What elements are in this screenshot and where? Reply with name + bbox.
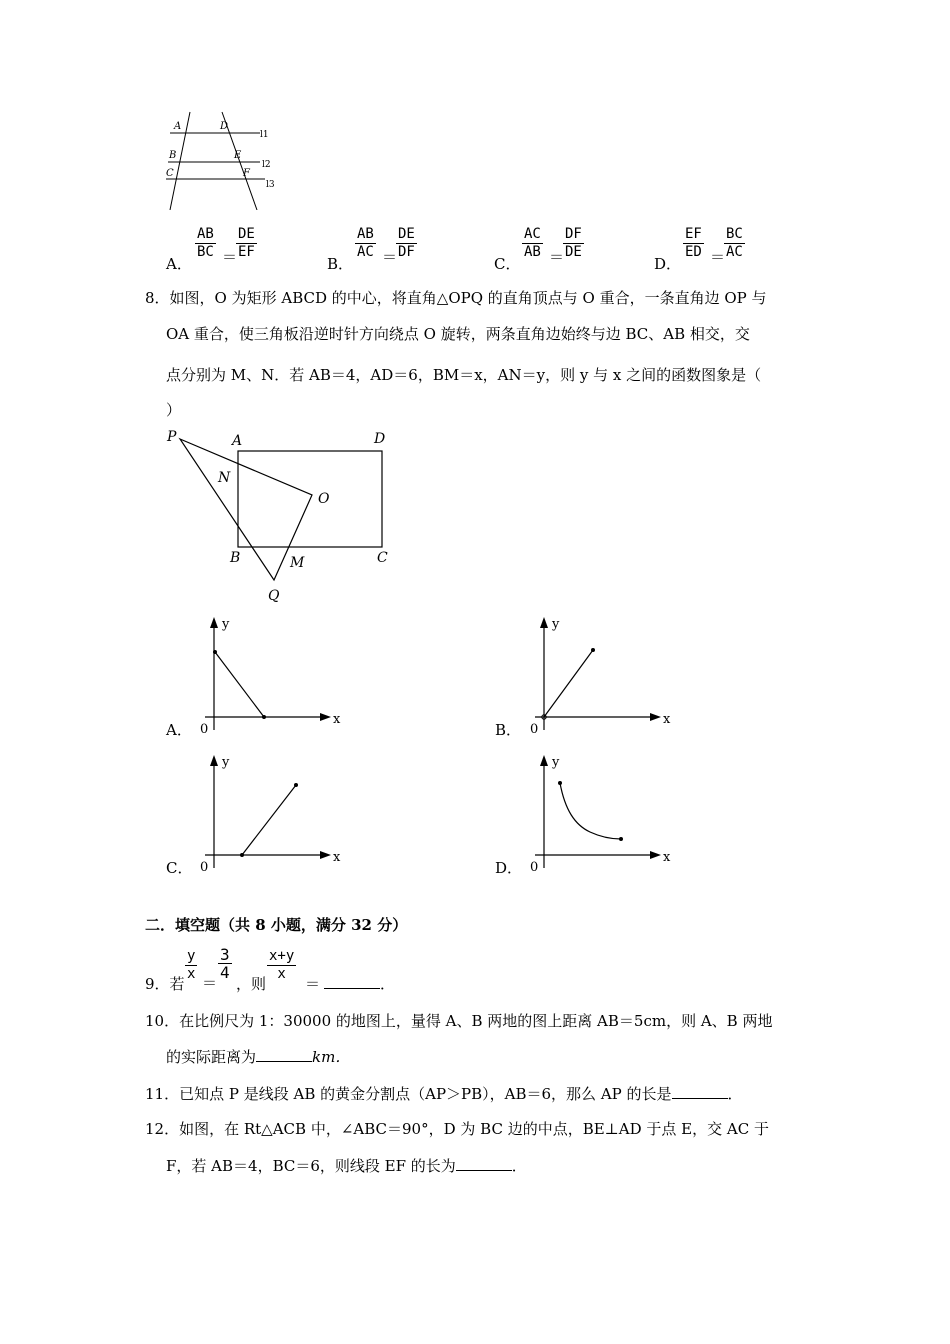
y-label: y	[222, 617, 230, 632]
q8-rectangle-triangle-figure	[160, 425, 400, 605]
x-axis-arrow	[320, 713, 331, 721]
q8-line4: ）	[166, 401, 182, 419]
graph-line	[215, 652, 264, 717]
q8-graph-a-letter: A．	[166, 721, 192, 739]
graph-line	[242, 785, 296, 855]
q8-graph-d	[525, 750, 685, 875]
label-C: C	[166, 168, 174, 179]
q8-line1: 8．如图，O 为矩形 ABCD 的中心，将直角△OPQ 的直角顶点与 O 重合，一条直角边 OP 与	[145, 289, 767, 307]
svg-text:0: 0	[530, 860, 539, 875]
q10-line1: 10．在比例尺为 1：30000 的地图上，量得 A、B 两地的图上距离 AB＝5cm，则 A、B 两地	[145, 1012, 773, 1030]
origin-label: 0	[200, 722, 209, 737]
svg-text:x: x	[663, 712, 671, 727]
svg-text:0: 0	[530, 722, 539, 737]
svg-text:y: y	[552, 755, 560, 770]
label-F: F	[243, 168, 250, 179]
svg-text:y: y	[552, 617, 560, 632]
svg-text:x: x	[333, 850, 341, 865]
label-A: A	[174, 121, 182, 132]
x-label: x	[333, 712, 341, 727]
graph-curve	[560, 783, 621, 839]
label-D: D	[220, 121, 229, 132]
q8-graph-b	[525, 612, 685, 737]
option-letter: D．	[654, 255, 682, 273]
label-l2: l2	[262, 160, 271, 170]
q8-graph-b-letter: B．	[495, 721, 522, 739]
label-B: B	[230, 550, 241, 566]
label-M: M	[290, 555, 305, 571]
y-axis-arrow	[210, 617, 218, 628]
option-letter: C．	[494, 255, 521, 273]
option-letter: A．	[166, 255, 192, 273]
label-l3: l3	[266, 180, 275, 190]
q12-line1: 12．如图，在 Rt△ACB 中，∠ABC＝90°，D 为 BC 边的中点，BE⊥AD 于点 E，交 AC 于	[145, 1120, 769, 1138]
svg-text:y: y	[222, 755, 230, 770]
label-N: N	[218, 470, 231, 486]
q8-line3: 点分别为 M、N．若 AB＝4，AD＝6，BM＝x，AN＝y，则 y 与 x 之间的函数图象是（	[166, 366, 762, 384]
label-O: O	[318, 491, 330, 507]
svg-text:x: x	[663, 850, 671, 865]
q8-graph-c-letter: C．	[166, 859, 193, 877]
label-l1: l1	[260, 130, 269, 140]
section2-title: 二．填空题（共 8 小题，满分 32 分）	[145, 916, 408, 934]
label-D: D	[374, 431, 386, 447]
label-P: P	[167, 429, 177, 445]
q8-graph-a	[195, 612, 355, 737]
svg-text:0: 0	[200, 860, 209, 875]
q7-parallel-lines-figure	[160, 110, 285, 210]
q8-graph-c	[195, 750, 355, 875]
q8-line2: OA 重合，使三角板沿逆时针方向绕点 O 旋转，两条直角边始终与边 BC、AB 相交，交	[166, 325, 750, 343]
q11: 11．已知点 P 是线段 AB 的黄金分割点（AP＞PB），AB＝6，那么 AP 的长是 ．	[145, 1085, 743, 1103]
label-A: A	[232, 433, 243, 449]
label-Q: Q	[268, 588, 280, 604]
label-C: C	[377, 550, 388, 566]
label-B: B	[169, 150, 177, 161]
graph-line	[544, 650, 593, 717]
option-letter: B．	[327, 255, 354, 273]
q10-line2: 的实际距离为 km．	[166, 1048, 351, 1066]
q8-graph-d-letter: D．	[495, 859, 523, 877]
label-E: E	[234, 150, 242, 161]
q12-line2: F，若 AB＝4，BC＝6，则线段 EF 的长为 ．	[166, 1157, 527, 1175]
